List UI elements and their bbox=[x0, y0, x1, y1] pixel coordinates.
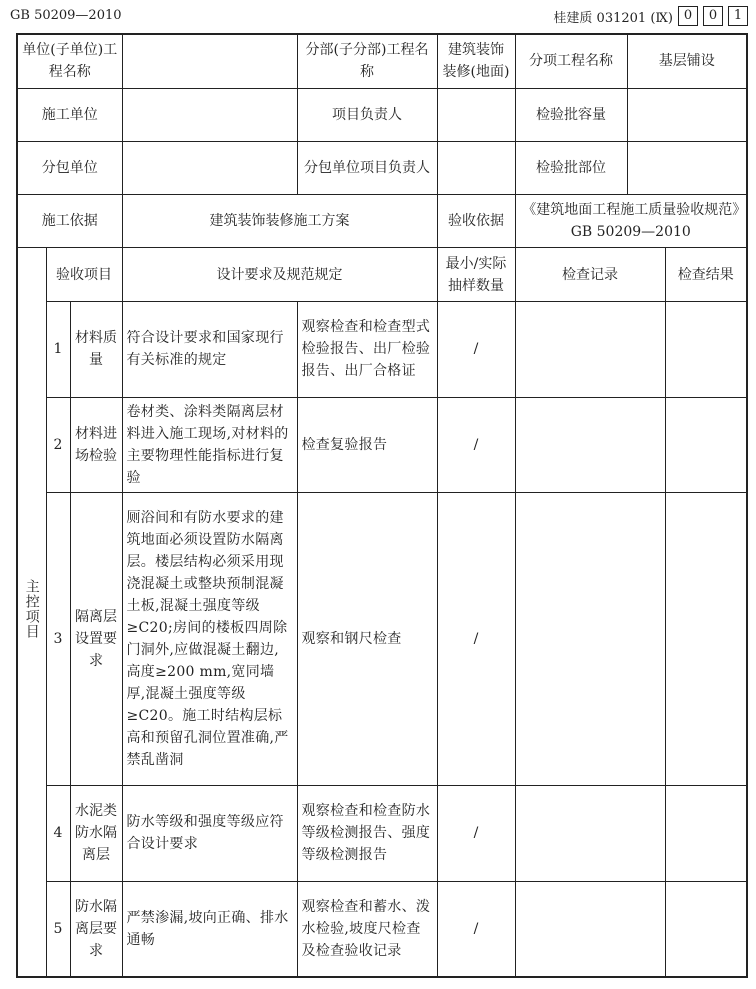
table-row bbox=[17, 492, 747, 785]
standard-code: GB 50209—2010 bbox=[10, 8, 122, 23]
form-number-box: 1 bbox=[728, 6, 748, 26]
row-requirement: 防水等级和强度等级应符合设计要求 bbox=[122, 785, 297, 881]
contractor-label: 施工单位 bbox=[17, 88, 122, 141]
row-number: 1 bbox=[46, 302, 70, 397]
subcontractor-value[interactable] bbox=[122, 141, 297, 194]
row-result[interactable] bbox=[665, 397, 747, 492]
unit-label: 单位(子单位)工程名称 bbox=[17, 34, 122, 88]
form-number-box: 0 bbox=[703, 6, 723, 26]
form-code bbox=[553, 6, 748, 26]
form-number-box: 0 bbox=[678, 6, 698, 26]
subitem-value[interactable]: 基层铺设 bbox=[627, 34, 747, 88]
contractor-value[interactable] bbox=[122, 88, 297, 141]
table-row bbox=[17, 397, 747, 492]
row-sampling[interactable]: / bbox=[437, 302, 515, 397]
row-number: 2 bbox=[46, 397, 70, 492]
table-row bbox=[17, 785, 747, 881]
sub-pm-value[interactable] bbox=[437, 141, 515, 194]
inspection-form-table bbox=[16, 33, 748, 978]
row-item-name: 材料进场检验 bbox=[70, 397, 122, 492]
row-method: 检查复验报告 bbox=[297, 397, 437, 492]
row-sampling[interactable]: / bbox=[437, 397, 515, 492]
subcontractor-label: 分包单位 bbox=[17, 141, 122, 194]
acceptance-basis-label: 验收依据 bbox=[437, 194, 515, 247]
batch-location-label: 检验批部位 bbox=[515, 141, 627, 194]
row-sampling[interactable]: / bbox=[437, 492, 515, 785]
page-header bbox=[8, 6, 748, 28]
row-method: 观察检查和检查型式检验报告、出厂检验报告、出厂合格证 bbox=[297, 302, 437, 397]
row-number: 3 bbox=[46, 492, 70, 785]
batch-capacity-value[interactable] bbox=[627, 88, 747, 141]
batch-capacity-label: 检验批容量 bbox=[515, 88, 627, 141]
row-record[interactable] bbox=[515, 492, 665, 785]
row-result[interactable] bbox=[665, 302, 747, 397]
col-record-header: 检查记录 bbox=[515, 248, 665, 302]
row-method: 观察检查和蓄水、泼水检验,坡度尺检查及检查验收记录 bbox=[297, 882, 437, 977]
row-requirement: 严禁渗漏,坡向正确、排水通畅 bbox=[122, 882, 297, 977]
row-result[interactable] bbox=[665, 882, 747, 977]
col-result-header: 检查结果 bbox=[665, 248, 747, 302]
row-requirement: 符合设计要求和国家现行有关标准的规定 bbox=[122, 302, 297, 397]
row-record[interactable] bbox=[515, 397, 665, 492]
basis-label: 施工依据 bbox=[17, 194, 122, 247]
row-requirement: 卷材类、涂料类隔离层材料进入施工现场,对材料的主要物理性能指标进行复验 bbox=[122, 397, 297, 492]
col-sampling-header: 最小/实际抽样数量 bbox=[437, 248, 515, 302]
sub-pm-label: 分包单位项目负责人 bbox=[297, 141, 437, 194]
group-label: 主控项目 bbox=[23, 578, 40, 639]
row-sampling[interactable]: / bbox=[437, 882, 515, 977]
row-item-name: 水泥类防水隔离层 bbox=[70, 785, 122, 881]
unit-value[interactable] bbox=[122, 34, 297, 88]
row-result[interactable] bbox=[665, 785, 747, 881]
row-method: 观察检查和检查防水等级检测报告、强度等级检测报告 bbox=[297, 785, 437, 881]
row-item-name: 材料质量 bbox=[70, 302, 122, 397]
table-row bbox=[17, 882, 747, 977]
row-record[interactable] bbox=[515, 785, 665, 881]
row-requirement: 厕浴间和有防水要求的建筑地面必须设置防水隔离层。楼层结构必须采用现浇混凝土或整块预制混凝土板,混凝土强度等级≥C20;房间的楼板四周除门洞外,应做混凝土翻边,高度≥200 mm,宽同墙厚,混凝土强度等级≥C20。施工时结构层标高和预留孔洞位置准确,严禁乱凿洞 bbox=[122, 492, 297, 785]
table-row bbox=[17, 302, 747, 397]
acceptance-basis-value: 《建筑地面工程施工质量验收规范》GB 50209—2010 bbox=[515, 194, 747, 247]
division-value[interactable]: 建筑装饰装修(地面) bbox=[437, 34, 515, 88]
main-control-group bbox=[17, 248, 46, 977]
row-number: 5 bbox=[46, 882, 70, 977]
row-method: 观察和钢尺检查 bbox=[297, 492, 437, 785]
division-label: 分部(子分部)工程名称 bbox=[297, 34, 437, 88]
row-sampling[interactable]: / bbox=[437, 785, 515, 881]
row-result[interactable] bbox=[665, 492, 747, 785]
row-record[interactable] bbox=[515, 302, 665, 397]
pm-value[interactable] bbox=[437, 88, 515, 141]
col-item-header: 验收项目 bbox=[46, 248, 122, 302]
row-item-name: 防水隔离层要求 bbox=[70, 882, 122, 977]
row-item-name: 隔离层设置要求 bbox=[70, 492, 122, 785]
pm-label: 项目负责人 bbox=[297, 88, 437, 141]
batch-location-value[interactable] bbox=[627, 141, 747, 194]
form-code-prefix: 桂建质 031201 (Ⅸ) bbox=[553, 10, 673, 26]
row-number: 4 bbox=[46, 785, 70, 881]
basis-value: 建筑装饰装修施工方案 bbox=[122, 194, 437, 247]
col-requirement-header: 设计要求及规范规定 bbox=[122, 248, 437, 302]
row-record[interactable] bbox=[515, 882, 665, 977]
subitem-label: 分项工程名称 bbox=[515, 34, 627, 88]
